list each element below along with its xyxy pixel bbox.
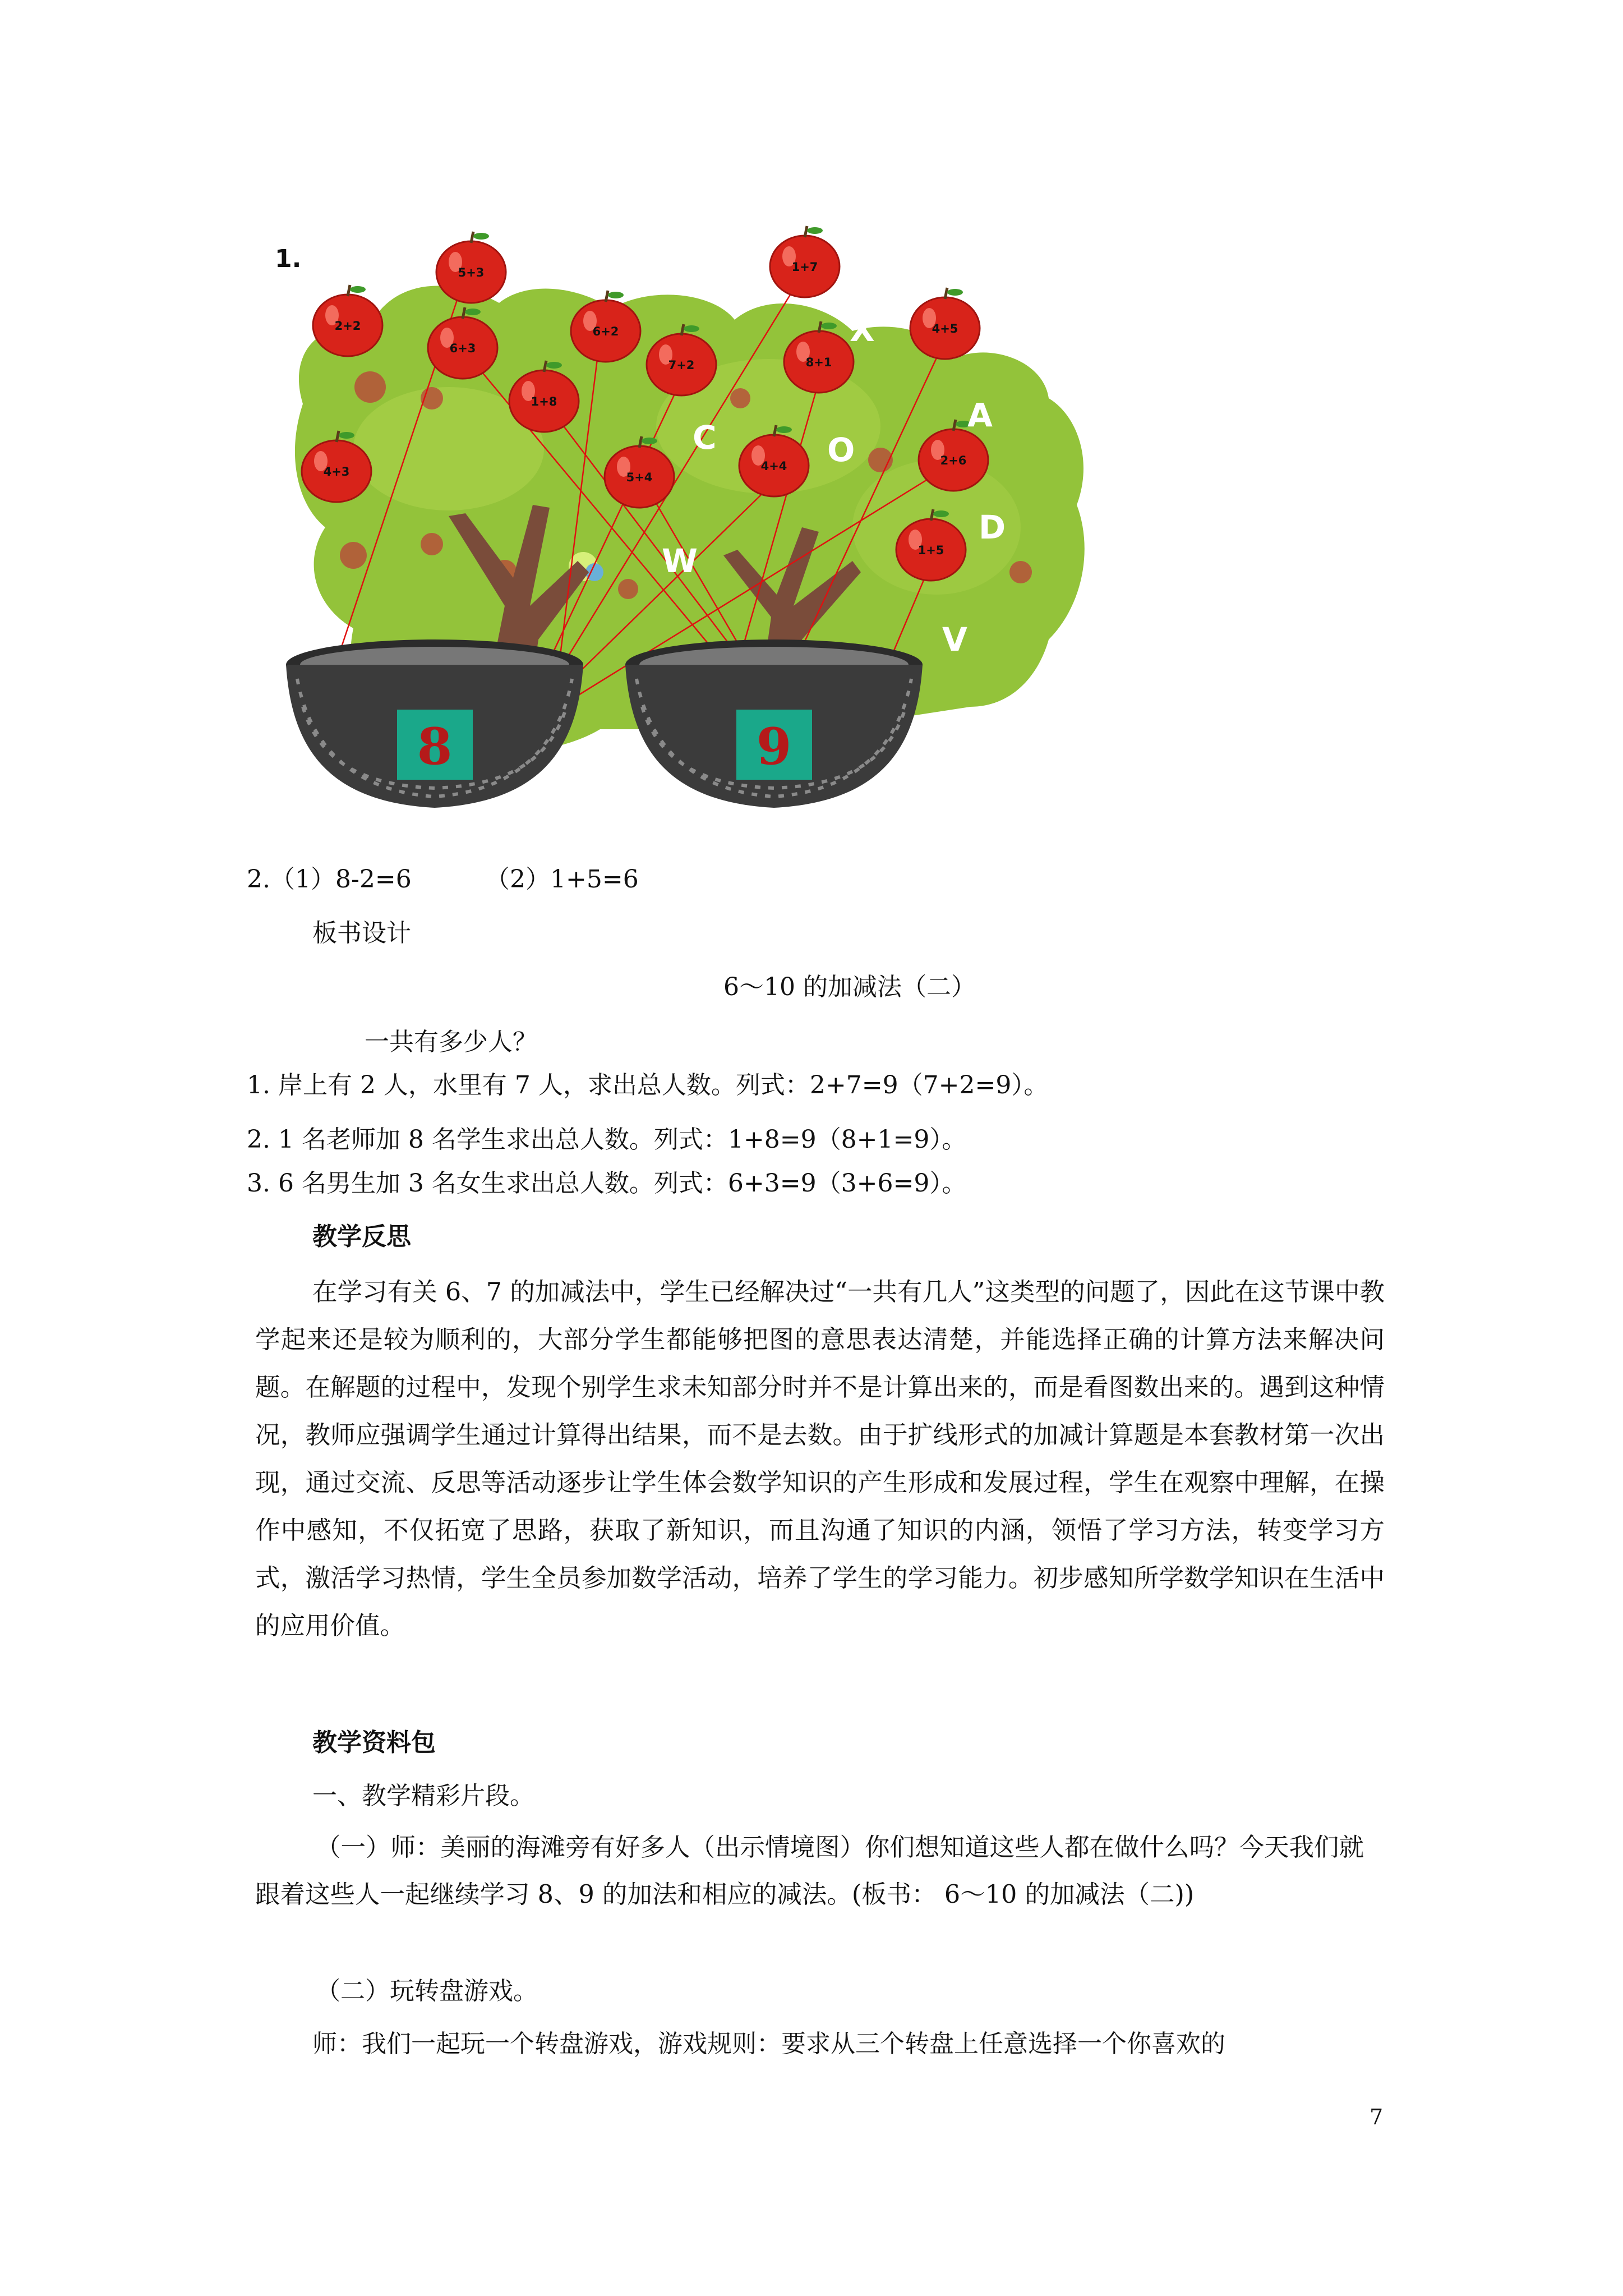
letter-x: X [850, 311, 875, 349]
apple [770, 226, 840, 297]
board-item: 1. 岸上有 2 人，水里有 7 人，求出总人数。列式：2+7=9（7+2=9）。 [247, 1071, 1049, 1099]
apple-label: 4+5 [932, 322, 958, 335]
letter-v: V [942, 620, 967, 659]
apple [436, 232, 506, 303]
board-heading: 板书设计 [312, 919, 411, 947]
board-item: 2. 1 名老师加 8 名学生求出总人数。列式：1+8=9（8+1=9）。 [247, 1125, 967, 1154]
apple-label: 7+2 [668, 358, 695, 372]
letter-o: O [827, 431, 855, 469]
apple-label: 8+1 [805, 356, 832, 369]
reflection-body: 在学习有关 6、7 的加减法中，学生已经解决过“一共有几人”这类型的问题了，因此在这节课中教学起来还是较为顺利的，大部分学生都能够把图的意思表达清楚，并能选择正确的计算方法来解决问题。在解题的过程中，发现个别学生求未知部分时并不是计算出来的，而是看图数出来的。遇到这种情况，教师应强调学生通过计算得出结果，而不是去数。由于扩线形式的加减计算题是本套教材第一次出现，通过交流、反思等活动逐步让学生体会数学知识的产生形成和发展过程，学生在观察中理解，在操作中感知，不仅拓宽了思路，获取了新知识，而且沟通了知识的内涵，领悟了学习方法，转变学习方式，激活学习热情，学生全员参加数学活动，培养了学生的学习能力。初步感知所学数学知识在生活中的应用价值。 [255, 1278, 1385, 1640]
letter-d: D [979, 508, 1006, 546]
apple-label: 4+3 [323, 465, 350, 478]
apple-label: 4+4 [760, 459, 787, 473]
apple-label: 1+5 [917, 544, 944, 557]
basket-right [625, 639, 923, 808]
resources-part1: （一）师：美丽的海滩旁有好多人（出示情境图）你们想知道这些人都在做什么吗？今天我们就跟着这些人一起继续学习 8、9 的加法和相应的减法。(板书： 6～10 的加减法（二)) [255, 1833, 1364, 1909]
reflection-heading: 教学反思 [312, 1222, 411, 1251]
basket-left [286, 639, 583, 808]
figure-number: 1. [275, 245, 302, 273]
letter-a: A [967, 396, 993, 434]
board-item: 3. 6 名男生加 3 名女生求出总人数。列式：6+3=9（3+6=9）。 [247, 1169, 967, 1198]
apple-label: 1+7 [791, 260, 818, 274]
answer-2-part1: 2.（1）8-2=6 [247, 865, 412, 894]
apple-label: 2+6 [940, 454, 967, 467]
page-number: 7 [1370, 2105, 1384, 2129]
board-question: 一共有多少人？ [365, 1028, 537, 1056]
resources-part2-body: 师：我们一起玩一个转盘游戏，游戏规则：要求从三个转盘上任意选择一个你喜欢的 [312, 2030, 1225, 2058]
basket-number: 8 [417, 717, 453, 776]
apple-label: 5+3 [458, 266, 485, 279]
resources-section1: 一、教学精彩片段。 [312, 1782, 534, 1810]
apple-label: 5+4 [626, 471, 653, 484]
apple-label: 6+3 [449, 342, 476, 355]
answer-2-part2: （2）1+5=6 [485, 865, 639, 894]
apple-label: 1+8 [531, 395, 557, 408]
letter-c: C [693, 418, 717, 457]
apple [910, 288, 980, 359]
apple-label: 2+2 [334, 319, 361, 333]
apple [313, 285, 382, 356]
resources-part2-heading: （二）玩转盘游戏。 [316, 1977, 538, 2005]
apple-label: 6+2 [592, 325, 619, 338]
letter-w: W [662, 542, 698, 580]
board-title: 6～10 的加减法（二） [723, 973, 976, 1001]
basket-number: 9 [756, 717, 792, 776]
apple-tree-figure [264, 213, 1138, 836]
resources-heading: 教学资料包 [312, 1728, 436, 1757]
